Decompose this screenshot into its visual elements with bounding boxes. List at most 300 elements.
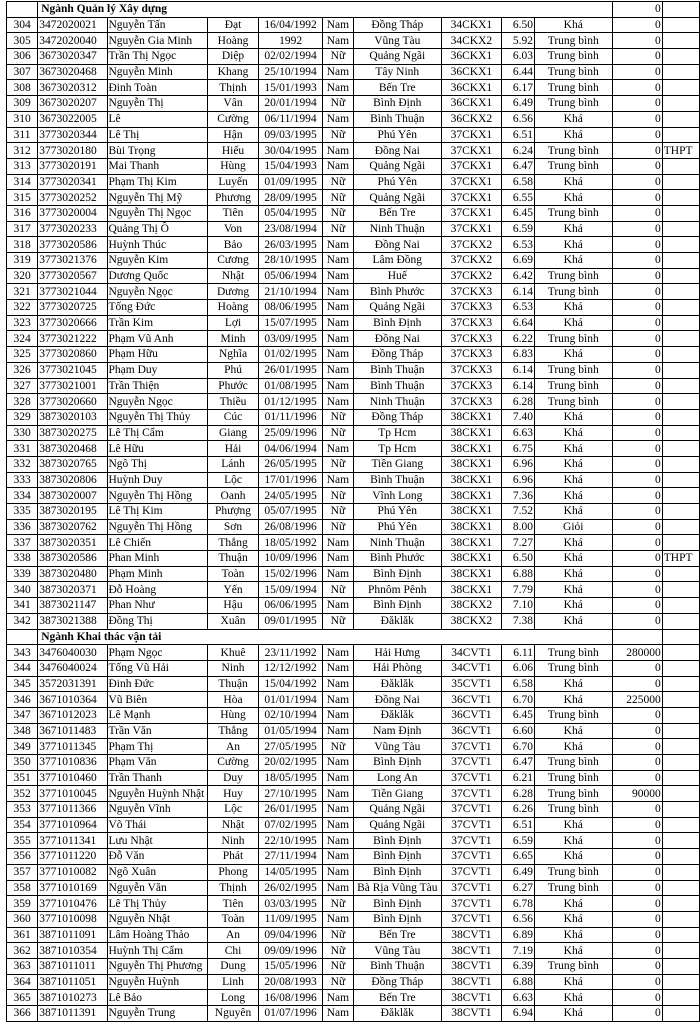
row-number-cell: 333 [7, 472, 38, 488]
first-name-cell: Huy [207, 786, 259, 802]
student-code-cell: 3771011220 [38, 849, 107, 865]
first-name-cell: Thuận [207, 551, 259, 567]
table-row [7, 880, 700, 896]
gender-cell: Nữ [322, 896, 353, 912]
student-code-cell: 3773020233 [38, 221, 107, 237]
score-cell: 6.28 [502, 394, 535, 410]
birthplace-cell: Hải Phòng [353, 660, 441, 676]
rank-cell: Khá [534, 598, 612, 614]
table-row [7, 174, 700, 190]
gender-cell: Nữ [322, 488, 353, 504]
student-code-cell: 3873020275 [38, 425, 107, 441]
gender-cell: Nam [322, 237, 353, 253]
gender-cell: Nam [322, 362, 353, 378]
rank-cell: Khá [534, 504, 612, 520]
rank-cell: Trung bình [534, 143, 612, 159]
last-name-cell: Nguyễn Thị Phương [107, 958, 207, 974]
score-cell: 7.38 [502, 613, 535, 629]
birth-date-cell: 17/01/1996 [259, 472, 323, 488]
row-number-cell: 346 [7, 692, 38, 708]
table-row [7, 692, 700, 708]
note-cell [662, 504, 699, 520]
last-name-cell: Phạm Thị [107, 739, 207, 755]
score-cell: 6.96 [502, 472, 535, 488]
row-number-cell [7, 2, 38, 18]
table-row [7, 676, 700, 692]
gender-cell: Nữ [322, 456, 353, 472]
gender-cell: Nam [322, 394, 353, 410]
score-cell: 6.14 [502, 284, 535, 300]
amount-cell: 0 [612, 864, 662, 880]
amount-cell: 0 [612, 535, 662, 551]
last-name-cell: Lưu Nhật [107, 833, 207, 849]
class-cell: 37CKX3 [441, 284, 502, 300]
class-cell: 38CKX1 [441, 519, 502, 535]
table-row [7, 158, 700, 174]
table-row [7, 362, 700, 378]
birth-date-cell: 09/04/1996 [259, 927, 323, 943]
note-cell [662, 441, 699, 457]
rank-cell: Trung bình [534, 378, 612, 394]
rank-cell: Khá [534, 613, 612, 629]
amount-cell: 0 [612, 598, 662, 614]
note-cell [662, 300, 699, 316]
first-name-cell: Phát [207, 849, 259, 865]
first-name-cell: Thịnh [207, 880, 259, 896]
score-cell: 6.42 [502, 268, 535, 284]
student-code-cell: 3773020191 [38, 158, 107, 174]
table-row [7, 802, 700, 818]
rank-cell: Trung bình [534, 802, 612, 818]
rank-cell: Khá [534, 300, 612, 316]
first-name-cell: Diệp [207, 49, 259, 65]
gender-cell: Nam [322, 300, 353, 316]
birthplace-cell: Bến Tre [353, 990, 441, 1006]
amount-cell: 0 [612, 394, 662, 410]
amount-cell: 0 [612, 96, 662, 112]
last-name-cell: Phạm Thị Kim [107, 174, 207, 190]
first-name-cell: Phước [207, 378, 259, 394]
first-name-cell: Sơn [207, 519, 259, 535]
student-code-cell: 3773021045 [38, 362, 107, 378]
birth-date-cell: 15/09/1994 [259, 582, 323, 598]
birthplace-cell: Bình Định [353, 911, 441, 927]
student-code-cell: 3871010273 [38, 990, 107, 1006]
rank-cell: Khá [534, 347, 612, 363]
table-row [7, 472, 700, 488]
table-row [7, 723, 700, 739]
note-cell [662, 645, 699, 661]
rank-cell: Trung bình [534, 770, 612, 786]
note-cell [662, 896, 699, 912]
row-number-cell: 323 [7, 315, 38, 331]
birth-date-cell: 15/02/1996 [259, 566, 323, 582]
table-row [7, 237, 700, 253]
student-code-cell: 3771010045 [38, 786, 107, 802]
first-name-cell: Hậu [207, 598, 259, 614]
amount-cell: 0 [612, 880, 662, 896]
class-cell: 37CKX3 [441, 300, 502, 316]
student-code-cell: 3873021147 [38, 598, 107, 614]
first-name-cell: Vân [207, 96, 259, 112]
birth-date-cell: 27/05/1995 [259, 739, 323, 755]
last-name-cell: Huỳnh Duy [107, 472, 207, 488]
gender-cell: Nam [322, 33, 353, 49]
score-cell: 6.14 [502, 362, 535, 378]
rank-cell: Khá [534, 425, 612, 441]
rank-cell: Khá [534, 974, 612, 990]
gender-cell: Nam [322, 378, 353, 394]
amount-cell: 0 [612, 504, 662, 520]
table-row [7, 300, 700, 316]
gender-cell: Nữ [322, 958, 353, 974]
note-cell [662, 378, 699, 394]
amount-cell: 0 [612, 707, 662, 723]
score-cell: 6.22 [502, 331, 535, 347]
class-cell: 34CVT1 [441, 660, 502, 676]
student-code-cell: 3873020806 [38, 472, 107, 488]
first-name-cell: Phong [207, 864, 259, 880]
birthplace-cell: Bình Phước [353, 551, 441, 567]
rank-cell: Khá [534, 456, 612, 472]
row-number-cell: 325 [7, 347, 38, 363]
rank-cell: Khá [534, 127, 612, 143]
first-name-cell: Hận [207, 127, 259, 143]
student-code-cell: 3873020480 [38, 566, 107, 582]
student-code-cell: 3873020007 [38, 488, 107, 504]
score-cell: 6.45 [502, 707, 535, 723]
class-cell: 38CKX1 [441, 409, 502, 425]
note-cell: THPT [662, 551, 699, 567]
student-code-cell: 3771011341 [38, 833, 107, 849]
rank-cell: Khá [534, 817, 612, 833]
first-name-cell: Toàn [207, 566, 259, 582]
class-cell: 37CKX1 [441, 221, 502, 237]
first-name-cell: Hùng [207, 158, 259, 174]
rank-cell: Trung bình [534, 880, 612, 896]
score-cell: 6.26 [502, 802, 535, 818]
first-name-cell: An [207, 927, 259, 943]
table-row [7, 205, 700, 221]
student-code-cell: 3773020004 [38, 205, 107, 221]
note-cell [662, 833, 699, 849]
table-row [7, 566, 700, 582]
first-name-cell: Nhật [207, 817, 259, 833]
score-cell: 6.89 [502, 927, 535, 943]
table-row [7, 17, 700, 33]
class-cell: 37CKX1 [441, 143, 502, 159]
first-name-cell: Lợi [207, 315, 259, 331]
birthplace-cell: Đăklăk [353, 613, 441, 629]
note-cell [662, 64, 699, 80]
note-cell [662, 394, 699, 410]
class-cell: 37CVT1 [441, 739, 502, 755]
first-name-cell: Khang [207, 64, 259, 80]
birth-date-cell: 1992 [259, 33, 323, 49]
row-number-cell: 314 [7, 174, 38, 190]
last-name-cell: Phạm Duy [107, 362, 207, 378]
amount-cell: 0 [612, 488, 662, 504]
student-code-cell: 3771010098 [38, 911, 107, 927]
note-cell [662, 488, 699, 504]
gender-cell: Nam [322, 158, 353, 174]
gender-cell: Nam [322, 535, 353, 551]
note-cell [662, 974, 699, 990]
birthplace-cell: Bình Thuận [353, 958, 441, 974]
class-cell: 38CVT1 [441, 990, 502, 1006]
last-name-cell: Ngô Thị [107, 456, 207, 472]
table-row [7, 1006, 700, 1022]
birthplace-cell: Phú Yên [353, 174, 441, 190]
table-row [7, 127, 700, 143]
rank-cell: Khá [534, 488, 612, 504]
birthplace-cell: Bình Định [353, 598, 441, 614]
row-number-cell: 316 [7, 205, 38, 221]
class-cell: 37CKX3 [441, 315, 502, 331]
birth-date-cell: 05/07/1995 [259, 504, 323, 520]
student-code-cell: 3773020660 [38, 394, 107, 410]
birth-date-cell: 06/06/1995 [259, 598, 323, 614]
row-number-cell: 338 [7, 551, 38, 567]
student-code-cell: 3773020344 [38, 127, 107, 143]
last-name-cell: Tống Đức [107, 300, 207, 316]
amount-cell: 0 [612, 425, 662, 441]
birthplace-cell: Phú Yên [353, 127, 441, 143]
score-cell: 6.47 [502, 158, 535, 174]
birth-date-cell: 15/04/1993 [259, 158, 323, 174]
birth-date-cell: 01/01/1994 [259, 692, 323, 708]
rank-cell: Khá [534, 896, 612, 912]
score-cell: 6.21 [502, 770, 535, 786]
score-cell: 6.49 [502, 96, 535, 112]
row-number-cell: 341 [7, 598, 38, 614]
class-cell: 36CKX1 [441, 64, 502, 80]
note-cell [662, 519, 699, 535]
class-cell: 37CKX1 [441, 158, 502, 174]
last-name-cell: Đinh Toàn [107, 80, 207, 96]
last-name-cell: Lê Thị Thủy [107, 896, 207, 912]
row-number-cell: 363 [7, 958, 38, 974]
birthplace-cell: Bình Định [353, 833, 441, 849]
first-name-cell: Phú [207, 362, 259, 378]
note-cell [662, 221, 699, 237]
birthplace-cell: Tiền Giang [353, 786, 441, 802]
class-cell: 34CKX2 [441, 33, 502, 49]
gender-cell: Nữ [322, 96, 353, 112]
student-code-cell: 3673022005 [38, 111, 107, 127]
gender-cell: Nam [322, 347, 353, 363]
birthplace-cell: Quảng Ngãi [353, 158, 441, 174]
table-body [7, 2, 700, 1022]
row-number-cell: 340 [7, 582, 38, 598]
note-cell [662, 127, 699, 143]
birthplace-cell: Phú Yên [353, 519, 441, 535]
row-number-cell: 359 [7, 896, 38, 912]
note-cell [662, 629, 699, 645]
rank-cell: Khá [534, 111, 612, 127]
birth-date-cell: 27/11/1994 [259, 849, 323, 865]
score-cell: 6.58 [502, 676, 535, 692]
birthplace-cell: Long An [353, 770, 441, 786]
birthplace-cell: Đồng Nai [353, 237, 441, 253]
note-cell [662, 315, 699, 331]
score-cell: 6.50 [502, 551, 535, 567]
birth-date-cell: 15/01/1993 [259, 80, 323, 96]
student-code-cell: 3871011091 [38, 927, 107, 943]
student-code-cell: 3873020103 [38, 409, 107, 425]
student-code-cell: 3773020586 [38, 237, 107, 253]
amount-cell: 0 [612, 739, 662, 755]
first-name-cell: Dung [207, 958, 259, 974]
gender-cell: Nam [322, 864, 353, 880]
amount-cell: 0 [612, 205, 662, 221]
amount-cell: 0 [612, 49, 662, 65]
student-code-cell: 3673020207 [38, 96, 107, 112]
table-row [7, 80, 700, 96]
first-name-cell: Ninh [207, 833, 259, 849]
amount-cell: 280000 [612, 645, 662, 661]
first-name-cell: Khuê [207, 645, 259, 661]
birthplace-cell: Vũng Tàu [353, 943, 441, 959]
note-cell [662, 456, 699, 472]
gender-cell: Nam [322, 692, 353, 708]
amount-cell: 0 [612, 974, 662, 990]
gender-cell: Nam [322, 990, 353, 1006]
first-name-cell: Phượng [207, 504, 259, 520]
first-name-cell: Thuận [207, 676, 259, 692]
student-code-cell: 3476040024 [38, 660, 107, 676]
row-number-cell: 357 [7, 864, 38, 880]
rank-cell: Trung bình [534, 755, 612, 771]
class-cell: 38CKX1 [441, 456, 502, 472]
score-cell: 6.64 [502, 315, 535, 331]
score-cell: 6.39 [502, 958, 535, 974]
row-number-cell: 317 [7, 221, 38, 237]
last-name-cell: Nguyễn Nhật [107, 911, 207, 927]
birth-date-cell: 28/10/1995 [259, 253, 323, 269]
score-cell: 7.27 [502, 535, 535, 551]
student-code-cell: 3873020762 [38, 519, 107, 535]
gender-cell: Nữ [322, 974, 353, 990]
amount-cell: 0 [612, 409, 662, 425]
row-number-cell: 324 [7, 331, 38, 347]
row-number-cell: 362 [7, 943, 38, 959]
rank-cell: Khá [534, 190, 612, 206]
last-name-cell: Phạm Văn [107, 755, 207, 771]
birthplace-cell: Huế [353, 268, 441, 284]
birth-date-cell: 05/06/1994 [259, 268, 323, 284]
first-name-cell: Lộc [207, 472, 259, 488]
row-number-cell: 356 [7, 849, 38, 865]
amount-cell: 0 [612, 80, 662, 96]
rank-cell: Trung bình [534, 958, 612, 974]
table-row [7, 645, 700, 661]
table-row [7, 927, 700, 943]
last-name-cell: Lê Hữu [107, 441, 207, 457]
section-header-row [7, 2, 700, 18]
gender-cell: Nam [322, 441, 353, 457]
first-name-cell: Giang [207, 425, 259, 441]
note-cell [662, 158, 699, 174]
note-cell: THPT [662, 143, 699, 159]
score-cell: 7.79 [502, 582, 535, 598]
row-number-cell: 313 [7, 158, 38, 174]
score-cell: 6.60 [502, 723, 535, 739]
birthplace-cell: Tp Hcm [353, 425, 441, 441]
note-cell [662, 817, 699, 833]
note-cell [662, 80, 699, 96]
score-cell: 6.53 [502, 300, 535, 316]
last-name-cell: Nguyễn Tấn [107, 17, 207, 33]
student-code-cell: 3773021001 [38, 378, 107, 394]
birth-date-cell: 16/08/1996 [259, 990, 323, 1006]
score-cell: 6.69 [502, 253, 535, 269]
last-name-cell: Nguyễn Kim [107, 253, 207, 269]
table-row [7, 221, 700, 237]
birthplace-cell: Bình Định [353, 566, 441, 582]
amount-cell: 0 [612, 896, 662, 912]
note-cell [662, 253, 699, 269]
student-code-cell: 3572031391 [38, 676, 107, 692]
score-cell: 6.27 [502, 880, 535, 896]
gender-cell: Nam [322, 17, 353, 33]
rank-cell: Khá [534, 409, 612, 425]
gender-cell: Nam [322, 676, 353, 692]
amount-cell: 0 [612, 723, 662, 739]
note-cell [662, 237, 699, 253]
rank-cell: Khá [534, 676, 612, 692]
score-cell: 6.58 [502, 174, 535, 190]
row-number-cell: 360 [7, 911, 38, 927]
note-cell [662, 849, 699, 865]
first-name-cell: Yến [207, 582, 259, 598]
score-cell: 6.53 [502, 237, 535, 253]
amount-cell: 0 [612, 676, 662, 692]
amount-cell: 0 [612, 284, 662, 300]
first-name-cell: Nguyên [207, 1006, 259, 1022]
last-name-cell: Nguyễn Ngọc [107, 284, 207, 300]
class-cell: 37CVT1 [441, 880, 502, 896]
gender-cell: Nữ [322, 582, 353, 598]
table-row [7, 990, 700, 1006]
class-cell: 37CVT1 [441, 802, 502, 818]
rank-cell: Khá [534, 566, 612, 582]
score-cell: 6.78 [502, 896, 535, 912]
gender-cell: Nam [322, 64, 353, 80]
birthplace-cell: Đồng Tháp [353, 17, 441, 33]
table-row [7, 770, 700, 786]
first-name-cell: Thắng [207, 723, 259, 739]
note-cell [662, 409, 699, 425]
row-number-cell: 337 [7, 535, 38, 551]
first-name-cell: Thắng [207, 535, 259, 551]
score-cell: 6.63 [502, 425, 535, 441]
row-number-cell: 310 [7, 111, 38, 127]
table-row [7, 535, 700, 551]
amount-cell: 0 [612, 378, 662, 394]
student-code-cell: 3673020312 [38, 80, 107, 96]
birth-date-cell: 12/12/1992 [259, 660, 323, 676]
birth-date-cell: 30/04/1995 [259, 143, 323, 159]
amount-cell: 0 [612, 990, 662, 1006]
first-name-cell: Chi [207, 943, 259, 959]
last-name-cell: Nguyễn Văn [107, 880, 207, 896]
last-name-cell: Lâm Hoàng Thảo [107, 927, 207, 943]
birth-date-cell: 28/09/1995 [259, 190, 323, 206]
class-cell: 37CKX1 [441, 205, 502, 221]
gender-cell: Nam [322, 331, 353, 347]
rank-cell: Trung bình [534, 864, 612, 880]
